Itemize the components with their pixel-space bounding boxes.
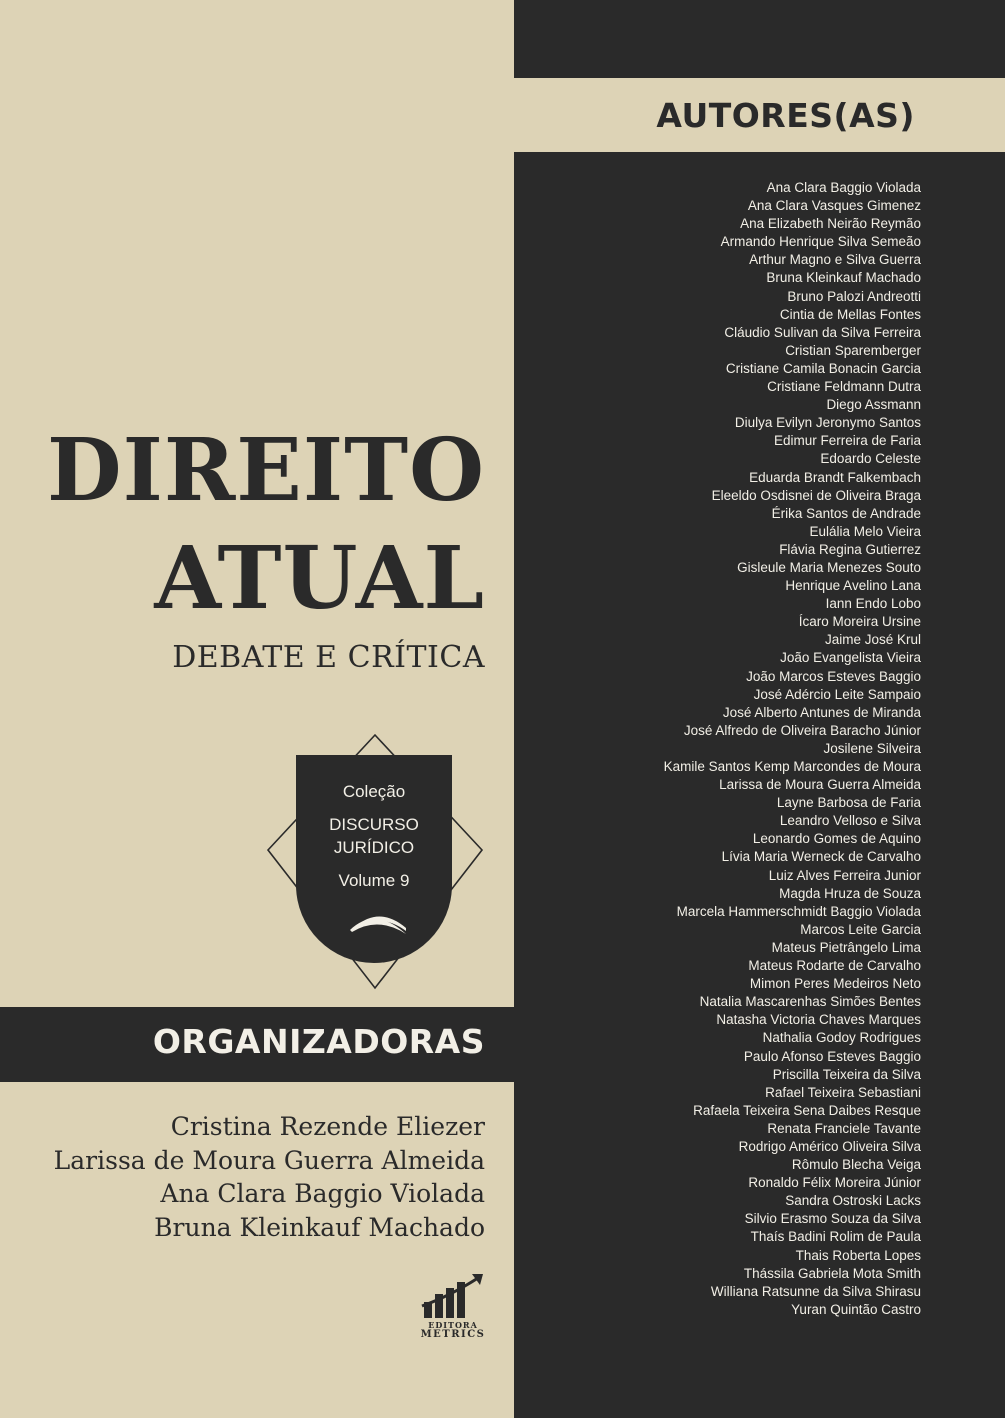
author-name: João Marcos Esteves Baggio — [746, 668, 921, 684]
author-name: Eleeldo Osdisnei de Oliveira Braga — [711, 487, 921, 503]
author-name: Kamile Santos Kemp Marcondes de Moura — [663, 759, 921, 774]
publisher-logo-icon — [420, 1272, 486, 1320]
author-name: Williana Ratsunne da Silva Shirasu — [710, 1283, 921, 1299]
authors-heading: AUTORES(AS) — [656, 96, 915, 135]
author-name: Natasha Victoria Chaves Marques — [716, 1012, 921, 1028]
title-line-1: DIREITO — [47, 420, 485, 521]
author-name: Yuran Quintão Castro — [791, 1301, 921, 1317]
author-name: Edoardo Celeste — [820, 451, 921, 467]
author-name: Cristiane Feldmann Dutra — [767, 379, 921, 395]
author-name: Marcela Hammerschmidt Baggio Violada — [676, 903, 921, 919]
author-name: Magda Hruza de Souza — [779, 885, 921, 901]
organizer-name: Larissa de Moura Guerra Almeida — [53, 1145, 485, 1175]
author-name: Ronaldo Félix Moreira Júnior — [748, 1175, 921, 1191]
author-name: Sandra Ostroski Lacks — [785, 1193, 921, 1209]
collection-volume: Volume 9 — [338, 871, 410, 890]
author-name: Cristian Sparemberger — [785, 342, 921, 358]
author-name: Ana Elizabeth Neirão Reymão — [740, 216, 921, 232]
author-name: José Adércio Leite Sampaio — [753, 686, 921, 702]
author-name: Rômulo Blecha Veiga — [791, 1157, 921, 1173]
author-name: Diego Assmann — [826, 397, 921, 413]
author-name: Paulo Afonso Esteves Baggio — [743, 1048, 921, 1064]
author-name: Eduarda Brandt Falkembach — [749, 469, 921, 485]
author-name: Thaís Badini Rolim de Paula — [750, 1229, 921, 1245]
organizers-list — [54, 1110, 485, 1244]
author-name: Diulya Evilyn Jeronymo Santos — [734, 415, 921, 431]
organizer-name: Ana Clara Baggio Violada — [160, 1179, 485, 1208]
author-name: Lívia Maria Werneck de Carvalho — [721, 849, 921, 865]
author-name: Rodrigo Américo Oliveira Silva — [738, 1138, 921, 1154]
subtitle: DEBATE E CRÍTICA — [172, 640, 485, 675]
author-name: Edimur Ferreira de Faria — [773, 433, 921, 449]
author-name: Marcos Leite Garcia — [800, 921, 921, 937]
author-name: João Evangelista Vieira — [780, 650, 921, 666]
author-name: Bruno Palozi Andreotti — [787, 288, 921, 304]
author-name: Natalia Mascarenhas Simões Bentes — [699, 994, 921, 1010]
author-name: José Alberto Antunes de Miranda — [722, 704, 921, 720]
author-name: Eulália Melo Vieira — [809, 523, 921, 539]
collection-label: Coleção — [342, 782, 406, 801]
author-name: Bruna Kleinkauf Machado — [766, 270, 921, 286]
author-name: Rafael Teixeira Sebastiani — [765, 1084, 921, 1100]
author-name: Mimon Peres Medeiros Neto — [749, 976, 921, 992]
author-name: Rafaela Teixeira Sena Daibes Resque — [693, 1102, 921, 1118]
author-name: Renata Franciele Tavante — [767, 1120, 921, 1136]
author-name: Silvio Erasmo Souza da Silva — [744, 1211, 921, 1227]
author-name: Larissa de Moura Guerra Almeida — [719, 777, 921, 793]
author-name: Thássila Gabriela Mota Smith — [743, 1265, 921, 1281]
author-name: Cláudio Sulivan da Silva Ferreira — [724, 324, 921, 340]
organizer-name: Bruna Kleinkauf Machado — [154, 1212, 485, 1242]
organizer-name: Cristina Rezende Eliezer — [170, 1112, 485, 1141]
author-name: Leandro Velloso e Silva — [779, 813, 921, 829]
collection-name-line-2: JURÍDICO — [333, 838, 415, 857]
author-name: Luiz Alves Ferreira Junior — [768, 867, 921, 883]
collection-name-line-1: DISCURSO — [329, 815, 419, 834]
author-name: Arthur Magno e Silva Guerra — [749, 252, 921, 268]
publisher-line-2: METRICS — [420, 1329, 486, 1340]
author-name: Leonardo Gomes de Aquino — [752, 831, 921, 847]
author-name: Josilene Silveira — [823, 740, 921, 756]
author-name: Flávia Regina Gutierrez — [779, 541, 921, 557]
author-name: Érika Santos de Andrade — [771, 505, 921, 521]
author-name: Armando Henrique Silva Semeão — [720, 234, 921, 250]
author-name: Thais Roberta Lopes — [795, 1247, 921, 1263]
author-name: Cintia de Mellas Fontes — [779, 306, 921, 322]
author-name: Iann Endo Lobo — [825, 596, 921, 612]
author-name: Nathalia Godoy Rodrigues — [762, 1030, 921, 1046]
author-name: Jaime José Krul — [824, 632, 921, 648]
title-line-2: ATUAL — [154, 528, 485, 629]
author-name: Ícaro Moreira Ursine — [798, 614, 921, 630]
author-name: Gisleule Maria Menezes Souto — [737, 559, 921, 575]
organizers-heading: ORGANIZADORAS — [152, 1022, 485, 1061]
publisher-line-1: EDITORA — [428, 1320, 478, 1330]
collection-badge — [260, 730, 490, 990]
author-name: Henrique Avelino Lana — [785, 578, 921, 594]
author-name: Mateus Pietrângelo Lima — [771, 939, 921, 955]
author-name: Cristiane Camila Bonacin Garcia — [725, 360, 921, 376]
author-name: Priscilla Teixeira da Silva — [772, 1066, 921, 1082]
authors-list — [530, 179, 921, 1319]
author-name: José Alfredo de Oliveira Baracho Júnior — [683, 722, 921, 738]
author-name: Mateus Rodarte de Carvalho — [748, 958, 921, 974]
author-name: Ana Clara Vasques Gimenez — [747, 198, 921, 214]
author-name: Ana Clara Baggio Violada — [766, 180, 921, 195]
author-name: Layne Barbosa de Faria — [776, 795, 921, 811]
top-dark-bar — [514, 0, 1005, 78]
